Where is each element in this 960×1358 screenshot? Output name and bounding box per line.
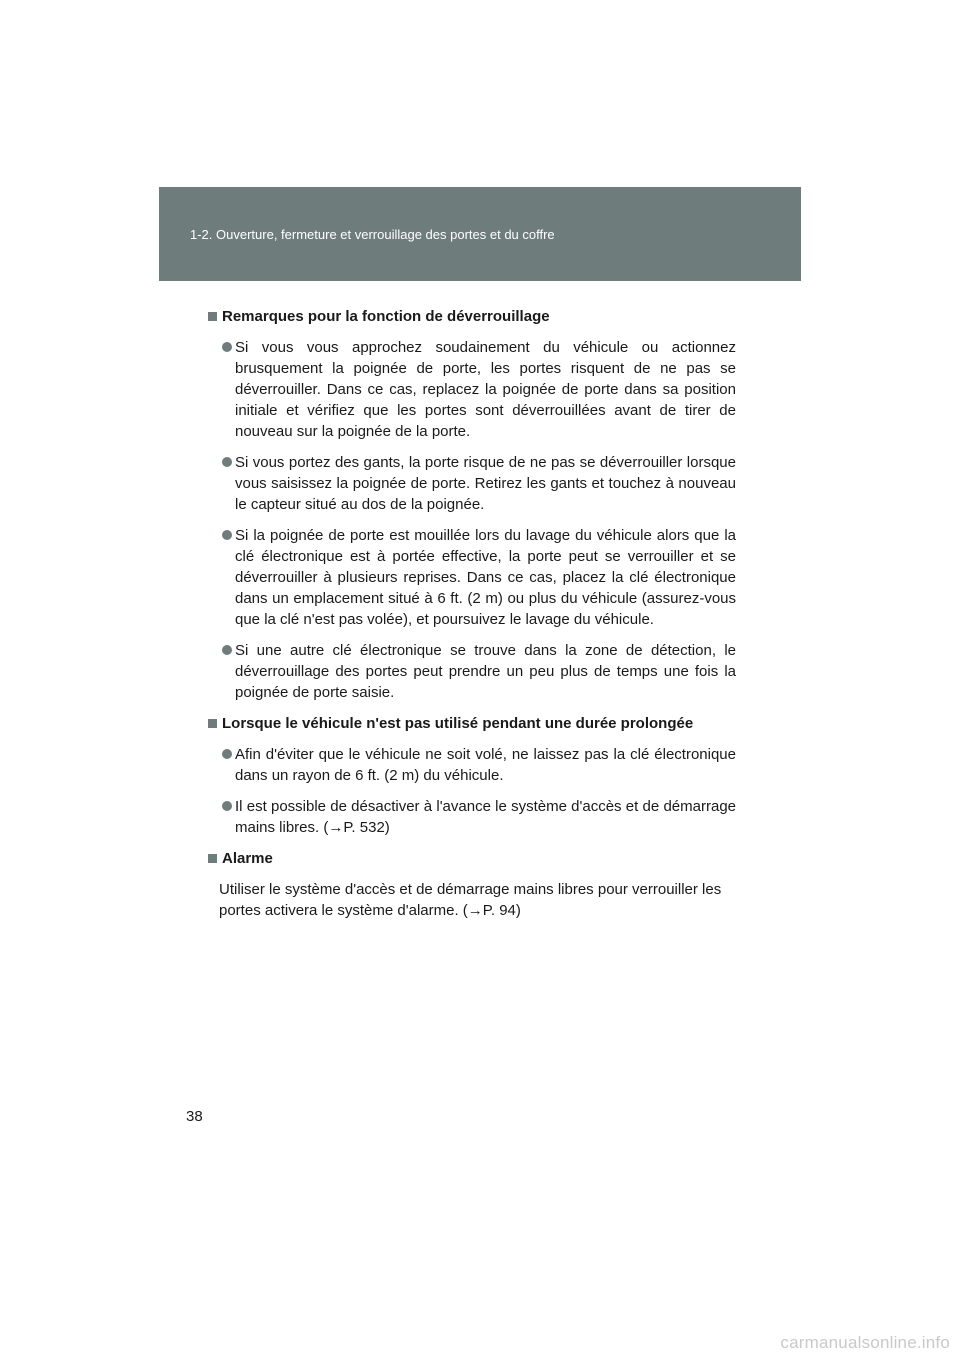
circle-bullet-icon [222,342,232,352]
circle-bullet-icon [222,645,232,655]
circle-bullet-icon [222,530,232,540]
square-bullet-icon [208,854,217,863]
list-item: Si la poignée de porte est mouillée lors du lavage du véhicule alors que la clé électronique est à portée effective, la porte peut se verrouiller et se déverrouiller à plusieurs reprises. Dans ce cas, placez la clé électronique dans un emplacement situé à 6 ft. (2 m) ou plus du véhicule (assurez-vous que la clé n'est pas volée), et poursuivez le lavage du véhicule. [208,525,736,630]
chapter-header [159,187,801,281]
list-item: Si vous portez des gants, la porte risque de ne pas se déverrouiller lorsque vous saisissez la poignée de porte. Retirez les gants et touchez à nouveau le capteur situé au dos de la poignée. [208,452,736,515]
page-number: 38 [186,1108,203,1125]
section-title-deverrouillage: Remarques pour la fonction de déverrouillage [208,306,736,327]
chapter-title: 1-2. Ouverture, fermeture et verrouillage des portes et du coffre [190,227,555,242]
list-item: Si vous vous approchez soudainement du véhicule ou actionnez brusquement la poignée de porte, les portes risquent de ne pas se déverrouiller. Dans ce cas, replacez la poignée de porte dans sa position initiale et vérifiez que les portes sont déverrouillées avant de tirer de nouveau sur la poignée de la porte. [208,337,736,442]
circle-bullet-icon [222,749,232,759]
list-item: Si une autre clé électronique se trouve dans la zone de détection, le déverrouillage des portes peut prendre un peu plus de temps une fois la poignée de porte saisie. [208,640,736,703]
square-bullet-icon [208,312,217,321]
list-item: Afin d'éviter que le véhicule ne soit volé, ne laissez pas la clé électronique dans un rayon de 6 ft. (2 m) du véhicule. [208,744,736,786]
section-title-alarme: Alarme [208,848,736,869]
list-item: Il est possible de désactiver à l'avance le système d'accès et de démarrage mains libres. (→P. 532) [208,796,736,838]
square-bullet-icon [208,719,217,728]
alarm-paragraph: Utiliser le système d'accès et de démarrage mains libres pour verrouiller les portes activera le système d'alarme. (→P. 94) [219,881,722,919]
page-content [208,306,736,931]
circle-bullet-icon [222,801,232,811]
watermark: carmanualsonline.info [780,1333,950,1352]
section-title-duree-prolongee: Lorsque le véhicule n'est pas utilisé pendant une durée prolongée [208,713,736,734]
circle-bullet-icon [222,457,232,467]
